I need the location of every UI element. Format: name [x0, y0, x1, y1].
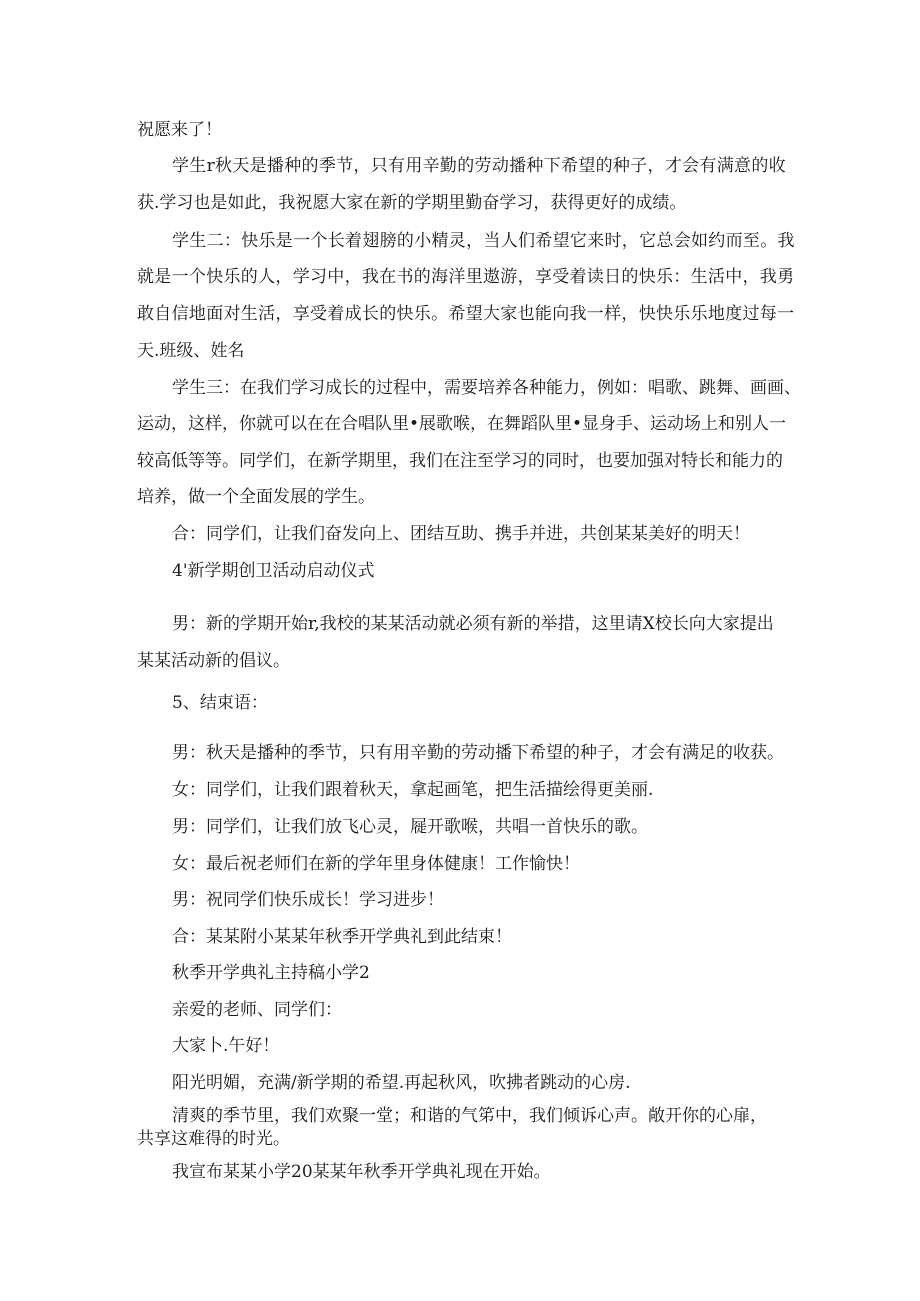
- document-title: 秋季开学典礼主持稿小学2: [172, 963, 370, 983]
- text-line: 合：同学们，让我们奋发向上、团结互助、携手并进，共创某某美好的明天！: [172, 524, 750, 544]
- text-line: 敢自信地面对生活，享受着成长的快乐。希望大家也能向我一样，快快乐乐地度过每一: [137, 304, 795, 324]
- text-line: 男：同学们，让我们放飞心灵，屣开歌喉，共唱一首快乐的歌。: [172, 817, 648, 837]
- text-line: 大家卜.午好！: [172, 1036, 280, 1056]
- text-line: 清爽的季节里，我们欢聚一堂；和谐的气笫中，我们倾诉心声。敞开你的心扉，: [172, 1106, 767, 1126]
- text-line: 女：同学们，让我们跟着秋天，拿起画笔，把生活描绘得更美丽.: [172, 780, 654, 800]
- text-line: 合：某某附小某某年秋季开学典礼到此结束！: [172, 927, 512, 947]
- text-line: 祝愿来了！: [137, 120, 222, 140]
- text-line: 学生三：在我们学习成长的过程中，需要培养各种能力，例如：唱歌、跳舞、画画、: [172, 378, 801, 398]
- text-line: 共享这难得的时光。: [137, 1129, 290, 1149]
- text-line: 男：秋天是播种的季节，只有用辛勤的劳动播下希望的种子，才会有满足的收获。: [172, 743, 784, 763]
- text-line: 学生r秋天是播种的季节，只有用辛勤的劳动播种下希望的种子，才会有满意的收: [172, 156, 786, 176]
- text-line: 培养，做一个全面发展的学生。: [137, 487, 375, 507]
- section-heading: 4'新学期创卫活动启动仪式: [172, 561, 375, 581]
- text-line: 就是一个快乐的人，学习中，我在书的海洋里遨游，享受着读日的快乐：生活中，我勇: [137, 267, 795, 287]
- text-line: 运动，这样，你就可以在在合唱队里•展歌喉，在舞蹈队里•显身手、运动场上和别人一: [137, 414, 787, 434]
- text-line: 某某活动新的倡议。: [137, 651, 290, 671]
- text-line: 较高低等等。同学们，在新学期里，我们在注至学习的同时，也要加强对特长和能力的: [137, 451, 783, 471]
- text-line: 男：祝同学们快乐成长！学习进步！: [172, 890, 444, 910]
- text-line: 女：最后祝老师们在新的学年里身体健康！工作愉快！: [172, 854, 580, 874]
- section-heading: 5、结束语：: [172, 693, 268, 713]
- text-line: 学生二：快乐是一个长着翅膀的小精灵，当人们希望它来时，它总会如约而至。我: [172, 231, 795, 251]
- text-line: 男：新的学期开始r,我校的某某活动就必须有新的举措，这里请X校长向大家提出: [172, 614, 774, 634]
- text-line: 亲爱的老师、同学们：: [172, 1000, 342, 1020]
- text-line: 获.学习也是如此，我祝愿大家在新的学期里勤奋学习，获得更好的成绩。: [137, 193, 687, 213]
- text-line: 我宣布某某小学20某某年秋季开学典礼现在开始。: [172, 1162, 551, 1182]
- text-line: 阳光明媚，充满/新学期的希望.再起秋风，吹拂者跳动的心房.: [172, 1073, 631, 1093]
- text-line: 天.班级、姓名: [137, 341, 245, 361]
